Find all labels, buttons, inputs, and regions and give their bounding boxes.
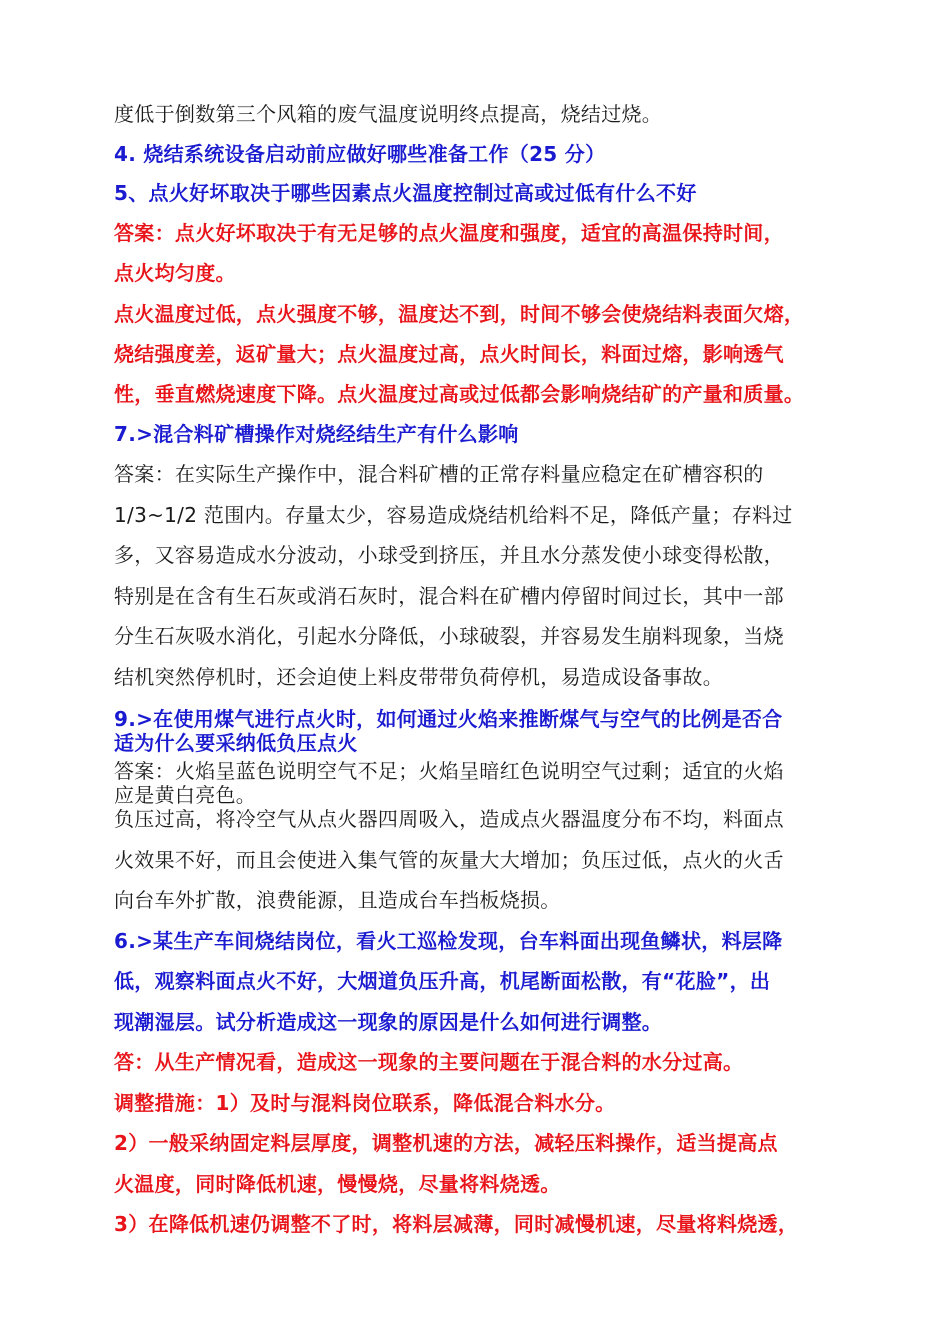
answer-line: 火效果不好，而且会使进入集气管的灰量大大增加；负压过低，点火的火舌 [114, 848, 784, 872]
question-heading-6-cont: 现潮湿层。试分析造成这一现象的原因是什么如何进行调整。 [114, 1010, 663, 1034]
question-heading-9: 9.>在使用煤气进行点火时，如何通过火焰来推断煤气与空气的比例是否合 [114, 707, 783, 731]
answer-line: 答案：在实际生产操作中，混合料矿槽的正常存料量应稳定在矿槽容积的 [114, 462, 764, 486]
question-heading-7: 7.>混合料矿槽操作对烧经结生产有什么影响 [114, 422, 519, 446]
answer-line: 点火均匀度。 [114, 261, 236, 285]
answer-line: 答案：火焰呈蓝色说明空气不足；火焰呈暗红色说明空气过剩；适宜的火焰 [114, 759, 784, 783]
answer-line: 特别是在含有生石灰或消石灰时，混合料在矿槽内停留时间过长，其中一部 [114, 584, 784, 608]
answer-line: 1/3~1/2 范围内。存量太少，容易造成烧结机给料不足，降低产量；存料过 [114, 503, 793, 527]
answer-line: 结机突然停机时，还会迫使上料皮带带负荷停机，易造成设备事故。 [114, 665, 723, 689]
text-line: 度低于倒数第三个风箱的废气温度说明终点提高，烧结过烧。 [114, 102, 663, 126]
question-heading-6-cont: 低，观察料面点火不好，大烟道负压升高，机尾断面松散，有“花脸”，出 [114, 969, 771, 993]
question-heading-6: 6.>某生产车间烧结岗位，看火工巡检发现，台车料面出现鱼鳞状，料层降 [114, 929, 783, 953]
answer-line: 多，又容易造成水分波动，小球受到挤压，并且水分蒸发使小球变得松散， [114, 543, 784, 567]
answer-line: 火温度，同时降低机速，慢慢烧，尽量将料烧透。 [114, 1172, 561, 1196]
answer-line: 3）在降低机速仍调整不了时，将料层减薄，同时减慢机速，尽量将料烧透， [114, 1212, 799, 1236]
question-heading-5: 5、点火好坏取决于哪些因素点火温度控制过高或过低有什么不好 [114, 181, 697, 205]
answer-line: 答：从生产情况看，造成这一现象的主要问题在于混合料的水分过高。 [114, 1050, 744, 1074]
answer-line: 向台车外扩散，浪费能源，且造成台车挡板烧损。 [114, 888, 561, 912]
answer-line: 性，垂直燃烧速度下降。点火温度过高或过低都会影响烧结矿的产量和质量。 [114, 382, 805, 406]
answer-line: 2）一般采纳固定料层厚度，调整机速的方法，减轻压料操作，适当提高点 [114, 1131, 778, 1155]
answer-line: 负压过高，将冷空气从点火器四周吸入，造成点火器温度分布不均，料面点 [114, 807, 784, 831]
question-heading-9-cont: 适为什么要采纳低负压点火 [114, 731, 358, 755]
section-heading-4: 4. 烧结系统设备启动前应做好哪些准备工作（25 分） [114, 142, 606, 166]
answer-line: 点火温度过低，点火强度不够，温度达不到，时间不够会使烧结料表面欠熔， [114, 302, 805, 326]
answer-line: 应是黄白亮色。 [114, 783, 257, 807]
answer-line: 答案：点火好坏取决于有无足够的点火温度和强度，适宜的高温保持时间， [114, 221, 784, 245]
answer-line: 烧结强度差，返矿量大；点火温度过高，点火时间长，料面过熔，影响透气 [114, 342, 784, 366]
answer-line: 分生石灰吸水消化，引起水分降低，小球破裂，并容易发生崩料现象，当烧 [114, 624, 784, 648]
answer-line: 调整措施：1）及时与混料岗位联系，降低混合料水分。 [114, 1091, 616, 1115]
